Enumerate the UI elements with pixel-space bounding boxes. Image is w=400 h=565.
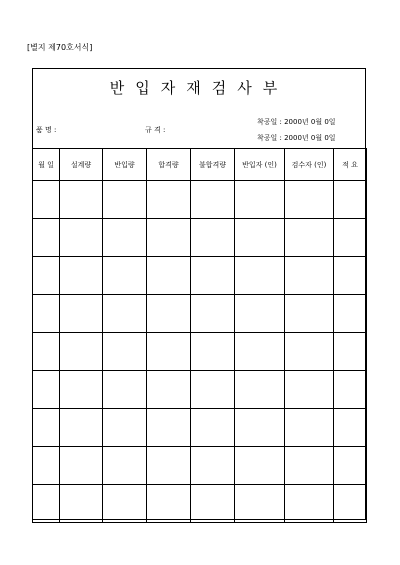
table-cell[interactable] <box>235 181 285 219</box>
table-row <box>33 219 367 257</box>
table-cell[interactable] <box>191 409 235 447</box>
table-cell[interactable] <box>103 447 147 485</box>
inspection-form <box>32 68 366 520</box>
table-cell[interactable] <box>285 333 334 371</box>
table-cell[interactable] <box>60 295 103 333</box>
col-header-date: 월 일 <box>33 149 60 181</box>
table-cell[interactable] <box>285 409 334 447</box>
table-cell[interactable] <box>147 219 191 257</box>
table-cell[interactable] <box>33 371 60 409</box>
table-cell[interactable] <box>147 181 191 219</box>
table-cell[interactable] <box>191 333 235 371</box>
table-cell[interactable] <box>60 409 103 447</box>
table-cell[interactable] <box>103 409 147 447</box>
table-cell[interactable] <box>334 181 367 219</box>
table-cell[interactable] <box>33 447 60 485</box>
table-cell[interactable] <box>33 181 60 219</box>
table-cell[interactable] <box>334 257 367 295</box>
table-row <box>33 333 367 371</box>
table-cell[interactable] <box>60 181 103 219</box>
table-cell[interactable] <box>103 181 147 219</box>
col-header-deliverer: 반입자 (인) <box>235 149 285 181</box>
table-cell[interactable] <box>285 257 334 295</box>
table-cell[interactable] <box>191 485 235 523</box>
table-cell[interactable] <box>285 485 334 523</box>
table-cell[interactable] <box>147 447 191 485</box>
table-cell[interactable] <box>334 409 367 447</box>
table-cell[interactable] <box>33 257 60 295</box>
table-cell[interactable] <box>33 485 60 523</box>
table-cell[interactable] <box>235 409 285 447</box>
inspection-table <box>32 148 367 523</box>
table-cell[interactable] <box>235 485 285 523</box>
table-cell[interactable] <box>191 257 235 295</box>
table-cell[interactable] <box>33 295 60 333</box>
table-cell[interactable] <box>103 219 147 257</box>
table-cell[interactable] <box>60 333 103 371</box>
table-cell[interactable] <box>334 333 367 371</box>
col-header-inspector: 검수자 (인) <box>285 149 334 181</box>
table-cell[interactable] <box>285 295 334 333</box>
form-title: 반입자재검사부 <box>109 79 289 97</box>
table-cell[interactable] <box>147 371 191 409</box>
table-cell[interactable] <box>235 257 285 295</box>
start-date-1: 착공일 : 2000년 0월 0일 <box>257 118 336 126</box>
table-cell[interactable] <box>334 371 367 409</box>
item-name-label: 품 명 : <box>36 126 57 134</box>
table-cell[interactable] <box>285 219 334 257</box>
table-cell[interactable] <box>147 295 191 333</box>
table-cell[interactable] <box>33 409 60 447</box>
col-header-failed-qty: 불합격량 <box>191 149 235 181</box>
table-cell[interactable] <box>235 333 285 371</box>
table-cell[interactable] <box>191 371 235 409</box>
table-row <box>33 371 367 409</box>
table-row <box>33 295 367 333</box>
spec-label: 규 격 : <box>145 126 166 134</box>
table-cell[interactable] <box>285 371 334 409</box>
start-date-2: 착공일 : 2000년 0월 0일 <box>257 134 336 142</box>
table-cell[interactable] <box>103 485 147 523</box>
col-header-remarks: 적 요 <box>334 149 367 181</box>
table-cell[interactable] <box>60 371 103 409</box>
table-cell[interactable] <box>147 409 191 447</box>
table-cell[interactable] <box>103 333 147 371</box>
table-cell[interactable] <box>103 257 147 295</box>
table-cell[interactable] <box>191 295 235 333</box>
table-cell[interactable] <box>285 181 334 219</box>
table-cell[interactable] <box>334 485 367 523</box>
table-cell[interactable] <box>60 447 103 485</box>
table-header-row <box>33 149 367 181</box>
table-row <box>33 485 367 523</box>
col-header-delivered-qty: 반입량 <box>103 149 147 181</box>
table-row <box>33 181 367 219</box>
table-cell[interactable] <box>235 219 285 257</box>
table-row <box>33 409 367 447</box>
table-cell[interactable] <box>60 219 103 257</box>
table-cell[interactable] <box>235 295 285 333</box>
form-reference: [별지 제70호서식] <box>27 43 93 52</box>
table-cell[interactable] <box>147 485 191 523</box>
table-cell[interactable] <box>147 257 191 295</box>
table-cell[interactable] <box>191 219 235 257</box>
table-cell[interactable] <box>191 447 235 485</box>
table-cell[interactable] <box>285 447 334 485</box>
table-cell[interactable] <box>334 447 367 485</box>
col-header-passed-qty: 합격량 <box>147 149 191 181</box>
table-cell[interactable] <box>191 181 235 219</box>
table-cell[interactable] <box>33 333 60 371</box>
table-cell[interactable] <box>334 295 367 333</box>
table-cell[interactable] <box>334 219 367 257</box>
table-row <box>33 447 367 485</box>
table-cell[interactable] <box>235 447 285 485</box>
table-row <box>33 257 367 295</box>
table-cell[interactable] <box>147 333 191 371</box>
table-cell[interactable] <box>235 371 285 409</box>
table-cell[interactable] <box>60 485 103 523</box>
table-cell[interactable] <box>103 371 147 409</box>
table-cell[interactable] <box>103 295 147 333</box>
table-cell[interactable] <box>33 219 60 257</box>
table-cell[interactable] <box>60 257 103 295</box>
col-header-design-qty: 설계량 <box>60 149 103 181</box>
